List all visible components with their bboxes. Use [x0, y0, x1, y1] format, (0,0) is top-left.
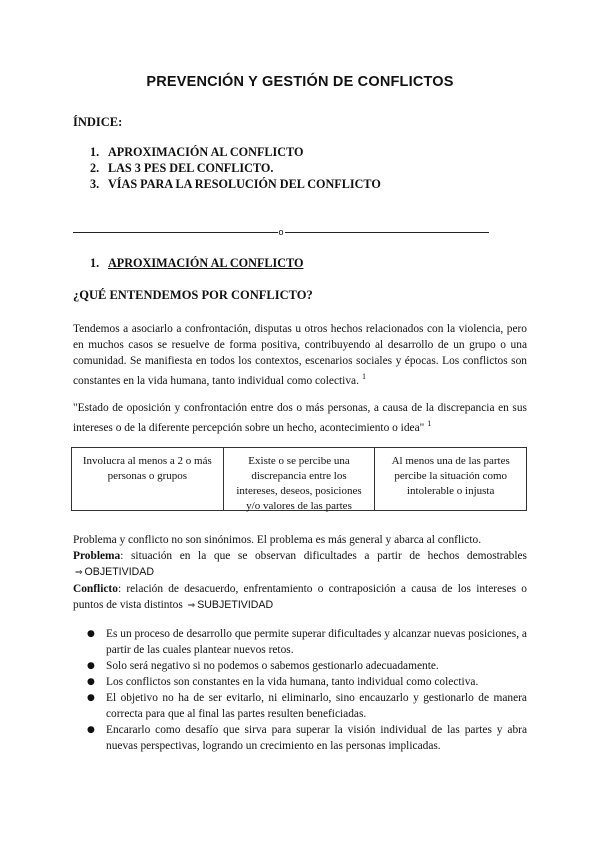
toc-item	[90, 160, 381, 176]
quote-text: "Estado de oposición y confrontación entre dos o más personas, a causa de la discrepancia en sus intereses o de la diferente percepción sobre un hecho, acontecimiento o idea"	[73, 402, 527, 434]
divider-line-right	[285, 232, 490, 233]
table-cell: Involucra al menos a 2 o más personas o grupos	[72, 448, 224, 510]
document-title: PREVENCIÓN Y GESTIÓN DE CONFLICTOS	[146, 74, 454, 90]
arrow-icon: ⇒	[75, 568, 83, 578]
list-item-text: Solo será negativo si no podemos o sabemos gestionarlo adecuadamente.	[106, 660, 439, 672]
list-item	[73, 690, 527, 722]
list-item-text: Los conflictos son constantes en la vida humana, tanto individual como colectiva.	[106, 676, 479, 688]
list-item-text: Encararlo como desafío que sirva para superar la visión individual de las partes y abra nuevas perspectivas, logrando un crecimiento en las personas implicadas.	[106, 724, 527, 752]
table-cell: Al menos una de las partes percibe la situación como intolerable o injusta	[391, 455, 510, 497]
section-title: APROXIMACIÓN AL CONFLICTO	[108, 256, 304, 270]
list-item-text: Es un proceso de desarrollo que permite superar dificultades y alcanzar nuevas posiciones, a partir de las cuales plantear nuevos retos.	[106, 628, 527, 656]
list-item	[73, 674, 527, 690]
question-heading: ¿QUÉ ENTENDEMOS POR CONFLICTO?	[73, 288, 313, 302]
toc-label: APROXIMACIÓN AL CONFLICTO	[108, 145, 304, 159]
toc-label: VÍAS PARA LA RESOLUCIÓN DEL CONFLICTO	[108, 177, 381, 191]
divider-line-left	[73, 232, 278, 233]
definitions-intro: Problema y conflicto no son sinónimos. El problema es más general y abarca al conflicto.	[73, 534, 482, 546]
bullet-list	[73, 626, 527, 754]
bullet-icon: ●	[87, 629, 95, 639]
table-cell: Existe o se percibe una discrepancia entre los intereses, deseos, posiciones y/o valores de las partes	[224, 448, 376, 510]
conflicto-text: : relación de desacuerdo, enfrentamiento o contraposición a causa de los intereses o puntos de vista distintos	[73, 583, 527, 611]
list-item	[73, 722, 527, 754]
section-divider	[73, 226, 489, 238]
toc-item	[90, 176, 381, 192]
section-number: 1.	[90, 256, 100, 270]
list-item-text: El objetivo no ha de ser evitarlo, ni eliminarlo, sino encauzarlo y gestionarlo de manera correcta para que al final las partes resulten beneficiadas.	[106, 692, 527, 720]
divider-mark: o	[278, 227, 284, 237]
problema-text: : situación en la que se observan dificultades a partir de hechos demostrables	[120, 550, 527, 562]
conflicto-tag: SUBJETIVIDAD	[197, 599, 274, 611]
list-item	[73, 626, 527, 658]
bullet-icon: ●	[87, 661, 95, 671]
table-of-contents	[90, 144, 381, 192]
list-item	[73, 658, 527, 674]
bullet-icon: ●	[87, 693, 95, 703]
intro-text: Tendemos a asociarlo a confrontación, disputas u otros hechos relacionados con la violencia, pero en muchos casos se resuelve de forma positiva, contribuyendo al desarrollo de un grupo o una comunidad. Se manifiesta en todos los contextos, escenarios sociales y épocas. Los conflictos son constantes en la vida humana, tanto individual como colectiva.	[73, 323, 527, 387]
definitions-block	[73, 532, 527, 614]
conflicto-label: Conflicto	[73, 583, 118, 595]
toc-number: 1.	[90, 145, 100, 159]
footnote-marker: 1	[427, 419, 432, 428]
arrow-icon: ⇒	[187, 601, 196, 611]
toc-item	[90, 144, 381, 160]
toc-label: LAS 3 PES DEL CONFLICTO.	[108, 161, 274, 175]
problema-label: Problema	[73, 550, 121, 562]
section-heading	[90, 256, 303, 271]
toc-number: 3.	[90, 177, 100, 191]
definition-quote	[73, 400, 527, 436]
characteristics-table	[71, 447, 527, 511]
bullet-icon: ●	[87, 725, 95, 735]
bullet-icon: ●	[87, 677, 95, 687]
problema-definition	[73, 548, 527, 581]
toc-number: 2.	[90, 161, 100, 175]
problema-tag: OBJETIVIDAD	[84, 566, 155, 578]
index-heading: ÍNDICE:	[73, 115, 123, 129]
intro-paragraph	[73, 321, 527, 389]
conflicto-definition	[73, 581, 527, 614]
footnote-marker: 1	[361, 372, 366, 381]
